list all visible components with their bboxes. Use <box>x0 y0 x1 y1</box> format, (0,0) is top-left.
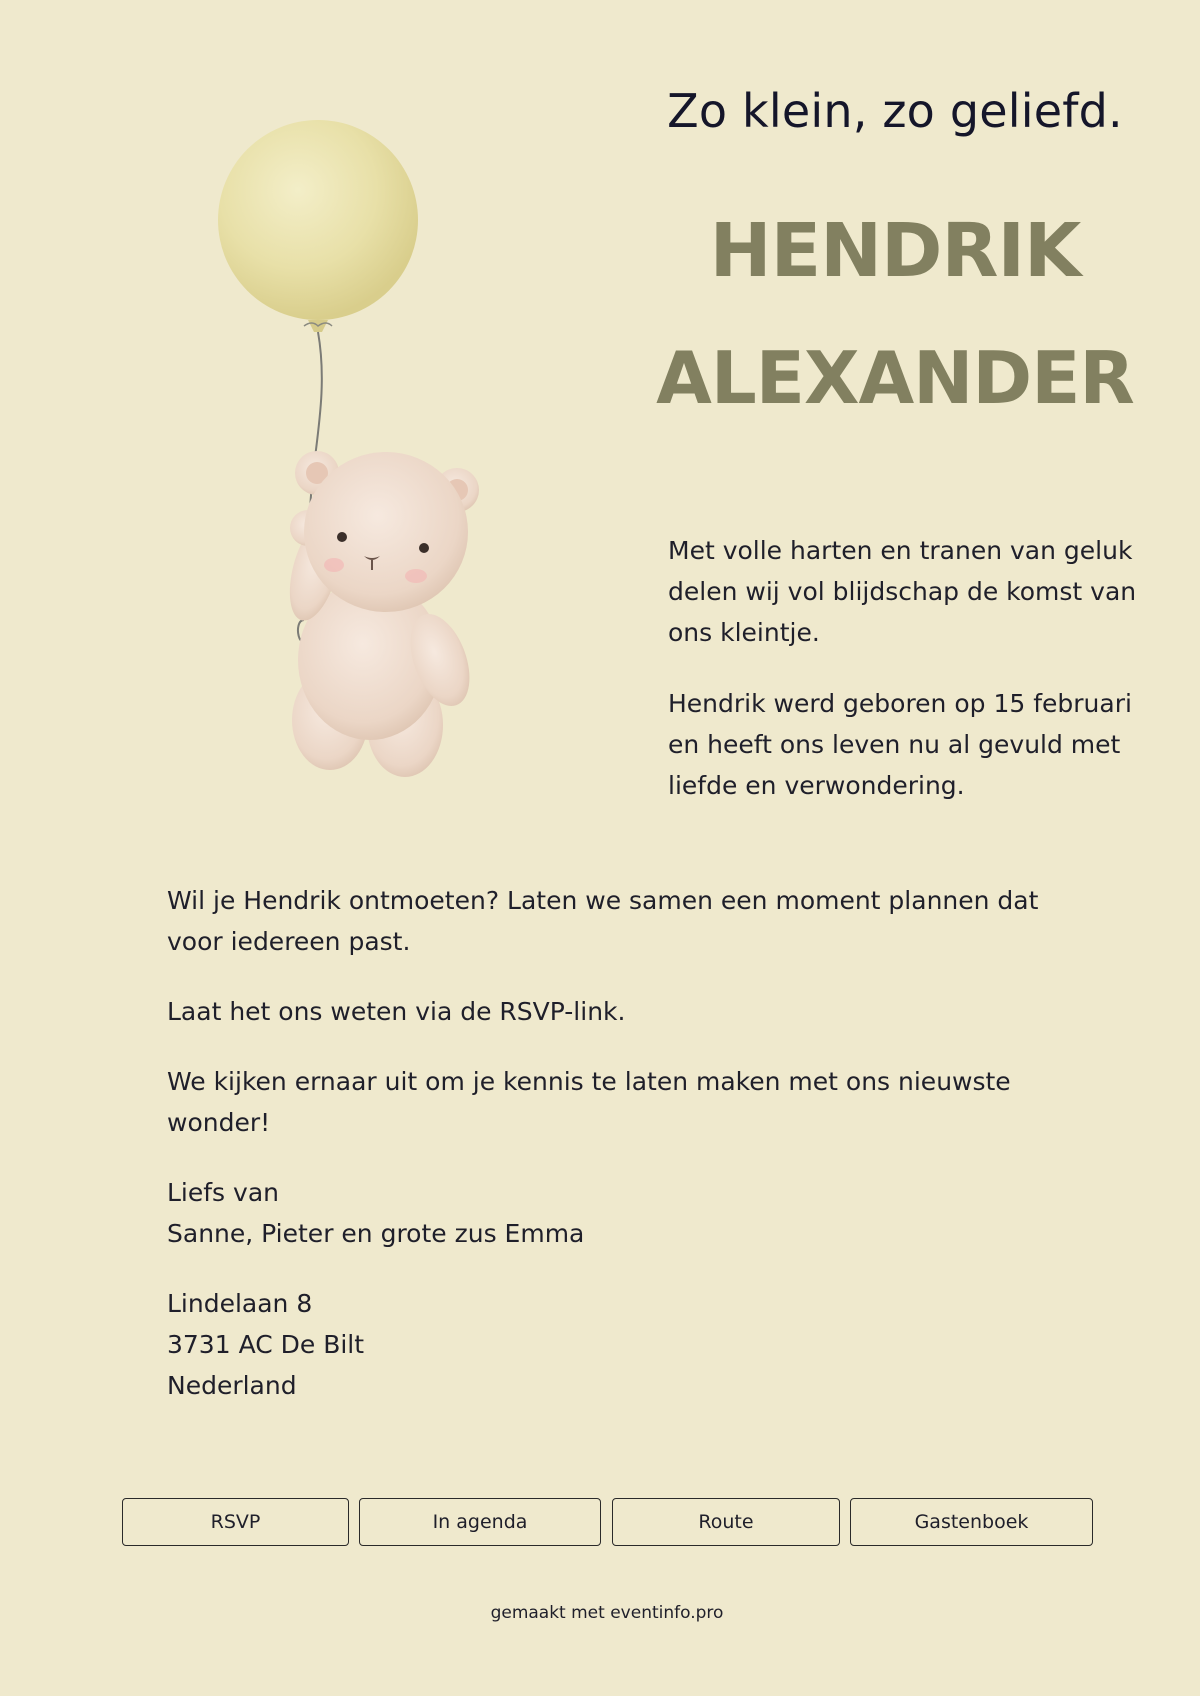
body-paragraph: Laat het ons weten via de RSVP-link. <box>167 997 626 1026</box>
address-postal-city: 3731 AC De Bilt <box>167 1330 365 1359</box>
invitation-text <box>167 880 1067 1435</box>
baby-first-name: HENDRIK <box>709 208 1081 294</box>
intro-text <box>668 530 1138 836</box>
address <box>167 1283 1067 1406</box>
address-country: Nederland <box>167 1371 297 1400</box>
intro-paragraph: Hendrik werd geboren op 15 februari en heeft ons leven nu al gevuld met liefde en verwondering. <box>668 689 1132 800</box>
baby-last-name: ALEXANDER <box>656 336 1134 420</box>
guestbook-button[interactable]: Gastenboek <box>850 1498 1093 1546</box>
intro-paragraph: Met volle harten en tranen van geluk delen wij vol blijdschap de komst van ons kleintje. <box>668 536 1137 647</box>
rsvp-button[interactable]: RSVP <box>122 1498 349 1546</box>
illustration <box>200 100 520 780</box>
footer-credit-link[interactable]: gemaakt met eventinfo.pro <box>490 1603 724 1623</box>
add-to-agenda-button[interactable]: In agenda <box>359 1498 601 1546</box>
signoff-names: Sanne, Pieter en grote zus Emma <box>167 1219 585 1248</box>
body-paragraph: We kijken ernaar uit om je kennis te laten maken met ons nieuwste wonder! <box>167 1067 1011 1137</box>
teddy-bear-with-balloon-icon <box>200 100 520 780</box>
route-button[interactable]: Route <box>612 1498 840 1546</box>
signoff-line: Liefs van <box>167 1178 279 1207</box>
tagline: Zo klein, zo geliefd. <box>667 84 1123 138</box>
address-street: Lindelaan 8 <box>167 1289 313 1318</box>
signoff <box>167 1172 1067 1254</box>
body-paragraph: Wil je Hendrik ontmoeten? Laten we samen een moment plannen dat voor iedereen past. <box>167 886 1039 956</box>
